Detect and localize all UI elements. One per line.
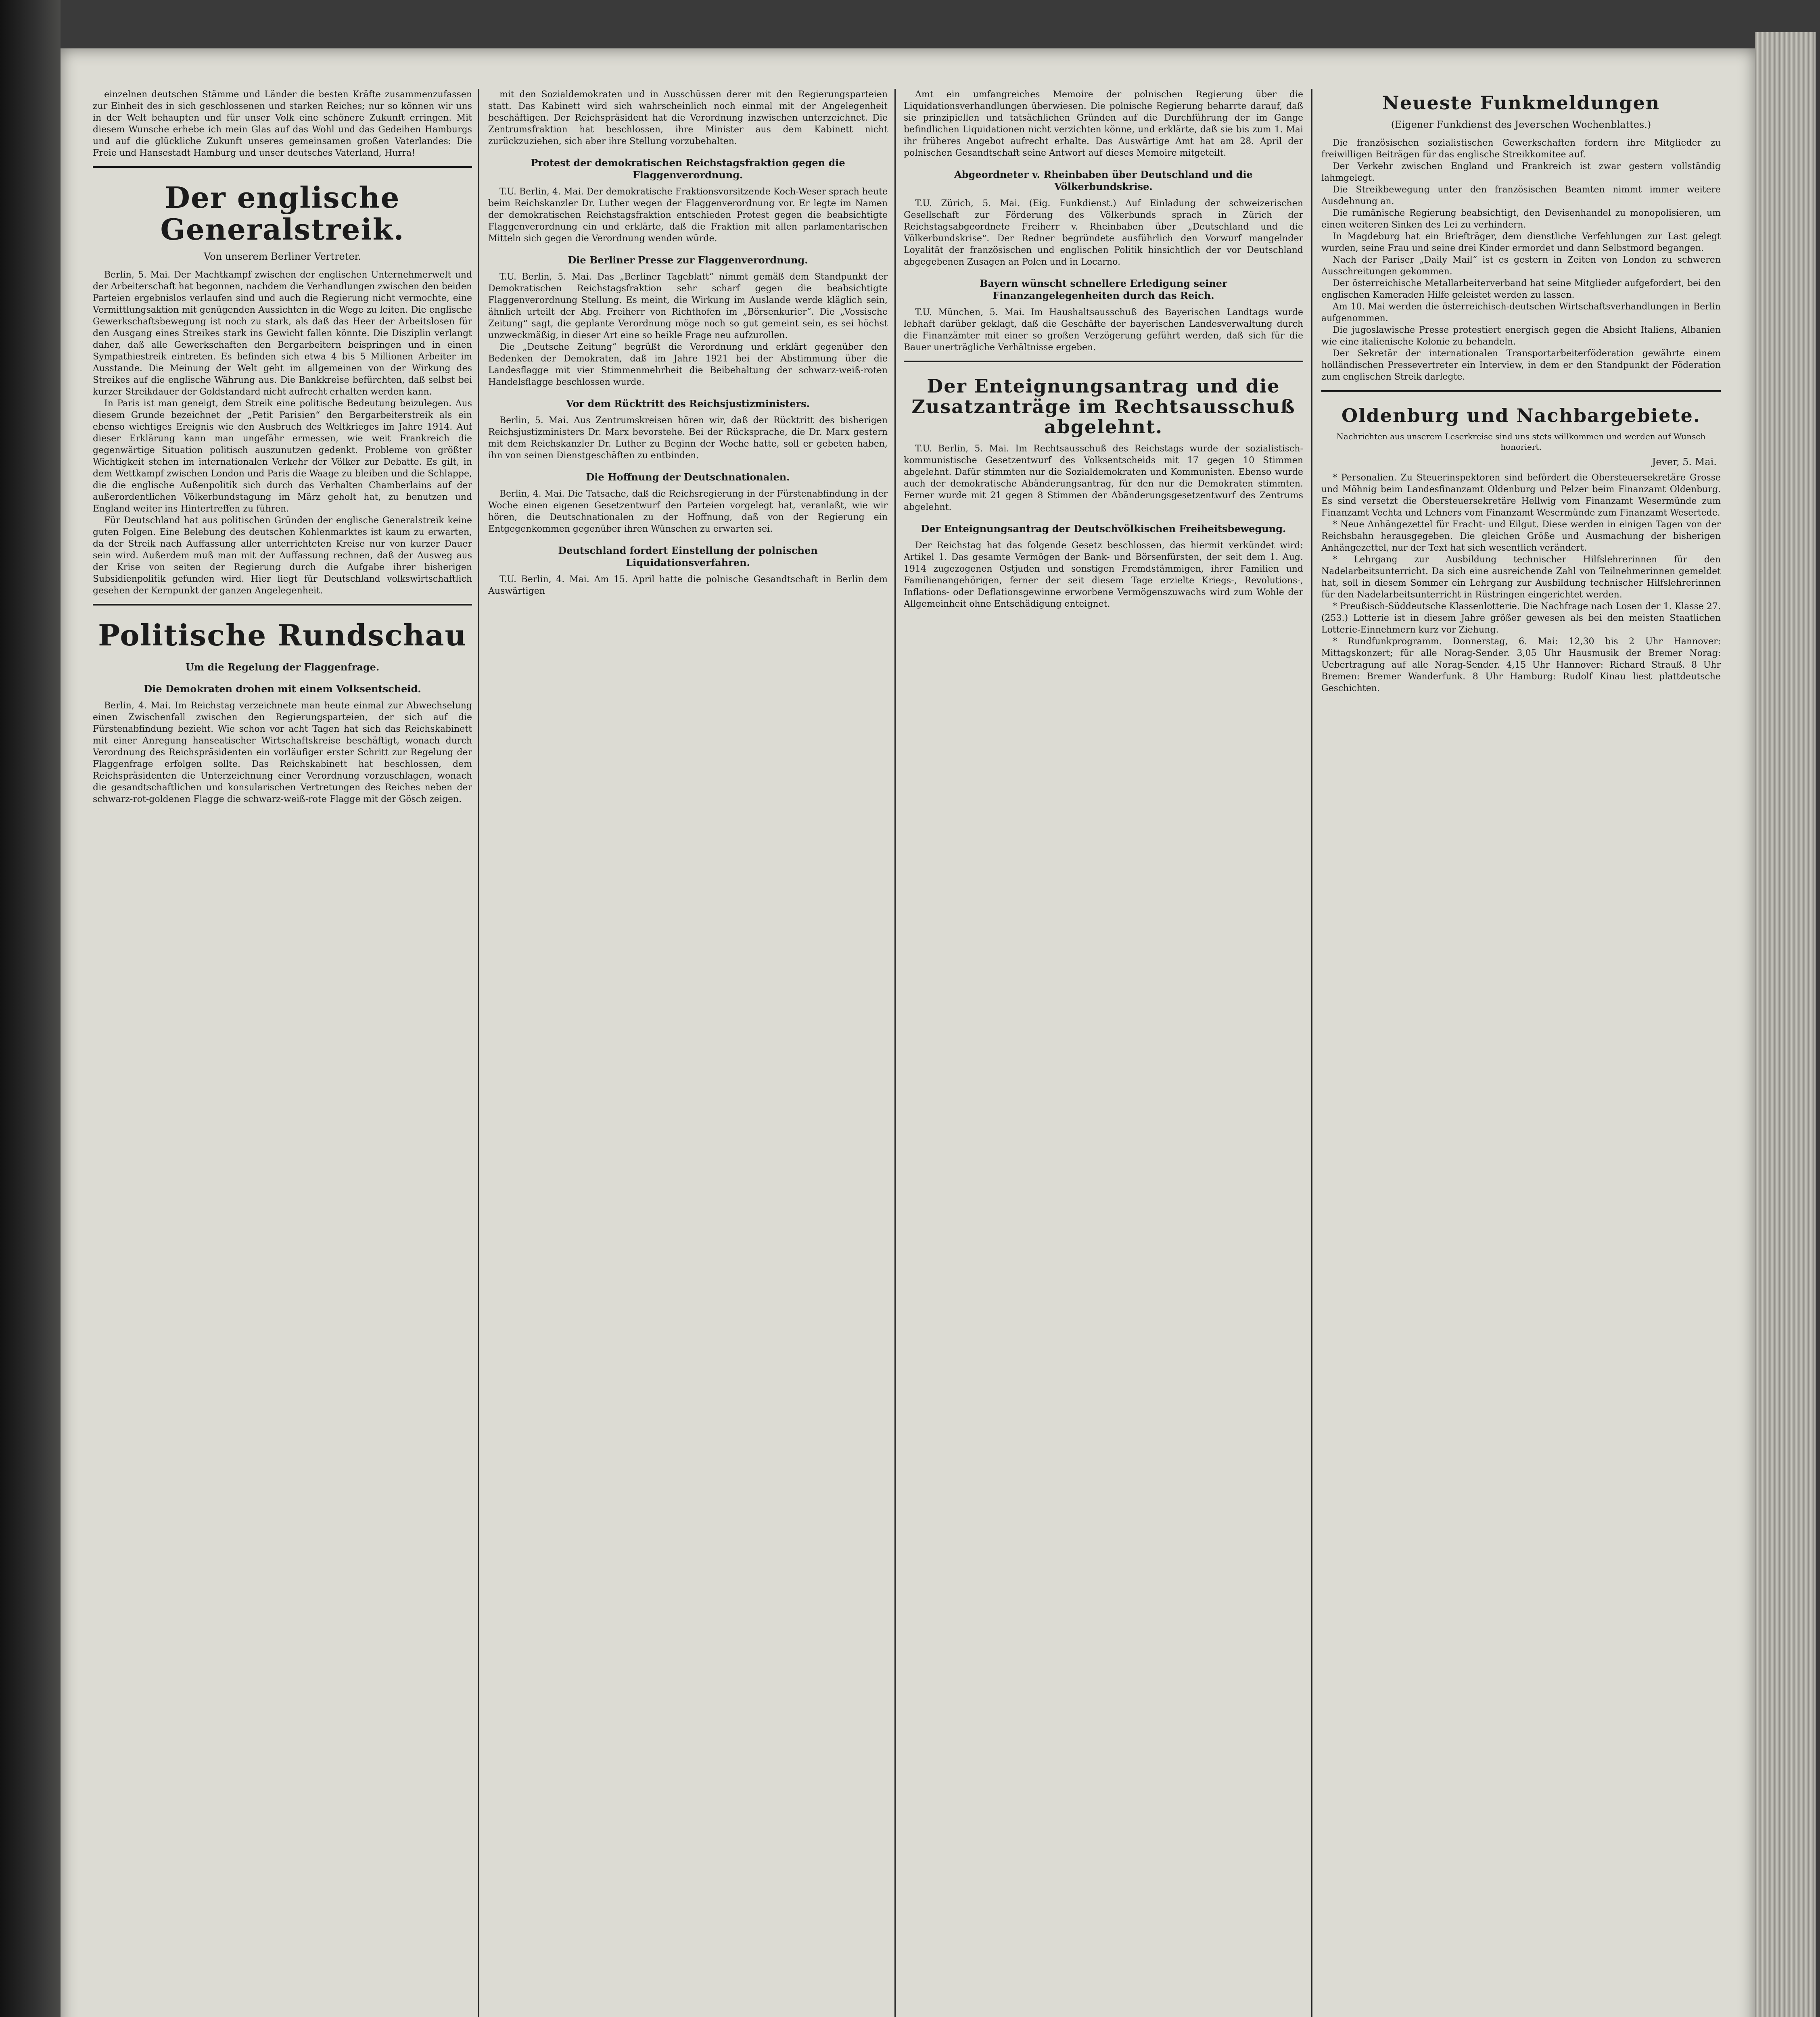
news-item: Die jugoslawische Presse protestiert energisch gegen die Absicht Italiens, Albanien wie eine italienische Kolonie zu behandeln.: [1321, 325, 1721, 347]
book-binding: [0, 0, 61, 2017]
article-text: T.U. Berlin, 4. Mai. Der demokratische Fraktionsvorsitzende Koch-Weser sprach heute beim Reichskanzler Dr. Luther wegen der Flaggenverordnung vor. Er legte im Namen der demokratischen Reichstagsfraktion entschieden Protest gegen die beabsichtigte Flaggenverordnung ein und erklärte, daß die Fraktion mit allen parlamentarischen Mitteln sich gegen die Verordnung wenden würde.: [488, 187, 888, 244]
article-text: T.U. Berlin, 5. Mai. Im Rechtsausschuß des Reichstags wurde der sozialistisch-kommunistische Gesetzentwurf des Volksentscheids mit 17 gegen 10 Stimmen abgelehnt. Dafür stimmten nur die Sozialdemokraten und Kommunisten. Ebenso wurde auch der demokratische Abänderungsantrag, für den nur die Demokraten stimmten. Ferner wurde mit 21 gegen 8 Stimmen der Abänderungsgesetzentwurf des Zentrums abgelehnt.: [904, 443, 1303, 512]
article-text: T.U. Berlin, 5. Mai. Das „Berliner Tageblatt“ nimmt gemäß dem Standpunkt der Demokratischen Reichstagsfraktion sehr scharf gegen die beabsichtigte Flaggenverordnung Stellung. Es meint, die Wirkung im Auslande werde kläglich sein, ähnlich urteilt der Abg. Freiherr von Richthofen im „Börsenkurier“. Die „Vossische Zeitung“ sagt, die geplante Verordnung möge noch so gut gemeint sein, es sei höchst unzweckmäßig, in dieser Art eine so heikle Frage neu aufzurollen.: [488, 272, 888, 340]
news-item: Nach der Pariser „Daily Mail“ ist es gestern in Zeiten von London zu schweren Ausschreitungen gekommen.: [1321, 255, 1721, 277]
article-text: In Paris ist man geneigt, dem Streik eine politische Bedeutung beizulegen. Aus diesem Grunde bezeichnet der „Petit Parisien“ den Bergarbeiterstreik als ein ebenso wichtiges Ereignis wie den Ausbruch des Weltkrieges im Jahre 1914. Auf dieser Erklärung kann man ungefähr ermessen, wie weit Frankreich die gegenwärtige Situation politisch auszunutzen gedenkt. Probleme von größter Wichtigkeit stehen im internationalen Verkehr der Völker zur Debatte. Es gilt, in dem Wettkampf zwischen London und Paris die Waage zu bleiben und die Schlappe, die die englische Außenpolitik sich durch das Verhalten Chamberlains auf der außerordentlichen Völkerbundstagung im März geholt hat, zu benutzen und England weiter ins Hintertreffen zu führen.: [93, 399, 472, 514]
news-item: Am 10. Mai werden die österreichisch-deutschen Wirtschaftsverhandlungen in Berlin aufgenommen.: [1321, 301, 1721, 324]
column-3: [904, 89, 1303, 2017]
headline: Politische Rundschau: [98, 618, 467, 653]
subheadline: Die Hoffnung der Deutschnationalen.: [586, 471, 790, 483]
subheadline: Vor dem Rücktritt des Reichsjustizministers.: [566, 398, 810, 409]
article-text: Berlin, 5. Mai. Der Machtkampf zwischen der englischen Unternehmerwelt und der Arbeiterschaft hat begonnen, nachdem die Verhandlungen zwischen den beiden Parteien ergebnislos verlaufen sind und auch die Regierung nicht vermochte, eine Vermittlungsaktion mit genügenden Aussichten in die Wege zu leiten. Die englische Gewerkschaftsbewegung ist noch zu stark, als daß das Heer der Arbeitslosen für den Ausgang eines Streikes stark ins Gewicht fallen könnte. Die Disziplin verlangt daher, daß alle Gewerkschaften den Bergarbeitern beispringen und in einen Sympathiestreik eintreten. Es befinden sich etwa 4 bis 5 Millionen Arbeiter im Ausstande. Die Meinung der Welt geht im allgemeinen von der Wirkung des Streikes auf die englische Währung aus. Die Bankkreise befürchten, daß selbst bei kurzer Streikdauer der Goldstandard nicht aufrecht erhalten werden kann.: [93, 270, 472, 397]
headline: Oldenburg und Nachbargebiete.: [1341, 404, 1701, 426]
column-2: [488, 89, 888, 2017]
section-rule: [1321, 390, 1721, 392]
subheadline: Abgeordneter v. Rheinbaben über Deutschland und die Völkerbundskrise.: [954, 169, 1253, 192]
news-item: Der österreichische Metallarbeiterverband hat seine Mitglieder aufgefordert, bei den englischen Kameraden Hilfe geleistet werden zu lassen.: [1321, 278, 1721, 300]
article-text: * Lehrgang zur Ausbildung technischer Hilfslehrerinnen für den Nadelarbeitsunterricht. Da sich eine ausreichende Zahl von Teilnehmerinnen gemeldet hat, soll in diesem Sommer ein Lehrgang zur Ausbildung technischer Hilfslehrerinnen für den Nadelarbeitsunterricht in Rüstringen eingerichtet werden.: [1321, 555, 1721, 600]
news-item: Die rumänische Regierung beabsichtigt, den Devisenhandel zu monopolisieren, um einen weiteren Sinken des Lei zu verhindern.: [1321, 208, 1721, 230]
subheadline: Protest der demokratischen Reichstagsfraktion gegen die Flaggenverordnung.: [531, 157, 845, 181]
news-item: Die Streikbewegung unter den französischen Beamten nimmt immer weitere Ausdehnung an.: [1321, 184, 1721, 207]
article-text: Für Deutschland hat aus politischen Gründen der englische Generalstreik keine guten Folgen. Eine Belebung des deutschen Kohlenmarktes ist kaum zu erwarten, da der Streik nach Auffassung aller unterrichteten Kreise nur von kurzer Dauer sein wird. Außerdem muß man mit der Auffassung rechnen, daß der Ausweg aus der Krise von seiten der Regierung durch die Aufgabe ihrer bisherigen Subsidienpolitik gefunden wird. Hier liegt für Deutschland volkswirtschaftlich gesehen der Kernpunkt der ganzen Angelegenheit.: [93, 516, 472, 596]
news-item: Der Verkehr zwischen England und Frankreich ist zwar gestern vollständig lahmgelegt.: [1321, 161, 1721, 183]
column-4: [1321, 89, 1721, 2017]
subheadline: Die Demokraten drohen mit einem Volksentscheid.: [144, 683, 421, 695]
headline: Der Enteignungsantrag und die Zusatzanträge im Rechtsausschuß abgelehnt.: [911, 375, 1296, 438]
subheadline: Um die Regelung der Flaggenfrage.: [185, 661, 380, 673]
news-item: Der Sekretär der internationalen Transportarbeiterföderation gewährte einem holländischen Pressevertreter ein Interview, in dem er den Standpunkt der Föderation zum englischen Streik darlegte.: [1321, 348, 1721, 382]
editorial-note: Nachrichten aus unserem Leserkreise sind uns stets willkommen und werden auf Wunsch honoriert.: [1336, 432, 1706, 452]
subheadline: Deutschland fordert Einstellung der polnischen Liquidationsverfahren.: [558, 545, 818, 568]
column-rule: [478, 89, 479, 2017]
subheadline: Bayern wünscht schnellere Erledigung seiner Finanzangelegenheiten durch das Reich.: [980, 278, 1227, 301]
article-text: T.U. München, 5. Mai. Im Haushaltsausschuß des Bayerischen Landtags wurde lebhaft darüber geklagt, daß die Geschäfte der bayerischen Landesverwaltung durch die Finanzämter mit einer so großen Verzögerung geführt werden, daß sich für die Bauer unerträgliche Verhältnisse ergeben.: [904, 307, 1303, 353]
newspaper-page: [61, 48, 1755, 2017]
column-rule: [1311, 89, 1312, 2017]
article-text: mit den Sozialdemokraten und in Ausschüssen derer mit den Regierungsparteien statt. Das Kabinett wird sich wahrscheinlich noch einmal mit der Angelegenheit beschäftigen. Der Reichspräsident hat die Verordnung inzwischen unterzeichnet. Die Zentrumsfraktion hat beschlossen, ihre Minister aus dem Kabinett nicht zurückzuziehen, sich aber ihre Stellung vorzubehalten.: [488, 90, 888, 146]
article-text: Berlin, 4. Mai. Die Tatsache, daß die Reichsregierung in der Fürstenabfindung in der Woche einen eigenen Gesetzentwurf den Parteien vorgelegt hat, veranlaßt, wie wir hören, die Deutschnationalen zu der Hoffnung, daß von der Regierung ein Entgegenkommen gegenüber ihren Wünschen zu erwarten sei.: [488, 489, 888, 534]
section-rule: [93, 604, 472, 606]
dateline: Jever, 5. Mai.: [1652, 456, 1717, 468]
headline: Neueste Funkmeldungen: [1382, 92, 1660, 114]
column-1: [93, 89, 472, 2017]
article-text: T.U. Zürich, 5. Mai. (Eig. Funkdienst.) Auf Einladung der schweizerischen Gesellschaft zur Förderung des Völkerbunds sprach in Zürich der Reichstagsabgeordnete Freiherr v. Rheinbaben über „Deutschland und die Völkerbundskrise“. Der Redner begründete ausführlich den Vorwurf mangelnder Loyalität der französischen und englischen Politik hinsichtlich der vor Deutschland abgegebenen Zusagen an Polen und in Locarno.: [904, 198, 1303, 267]
article-text: Berlin, 4. Mai. Im Reichstag verzeichnete man heute einmal zur Abwechselung einen Zwischenfall zwischen den Regierungsparteien, der sich auf die Fürstenabfindung bezieht. Wie schon vor acht Tagen hat sich das Reichskabinett mit einer Anregung hanseatischer Wirtschaftskreise beschäftigt, wonach durch Verordnung des Reichspräsidenten ein vorläufiger erster Schritt zur Regelung der Flaggenfrage erfolgen sollte. Das Reichskabinett hat beschlossen, dem Reichspräsidenten die Unterzeichnung einer Verordnung vorzuschlagen, wonach die gesandtschaftlichen und konsularischen Vertretungen des Reiches neben der schwarz-rot-goldenen Flagge die schwarz-weiß-rote Flagge mit der Gösch zeigen.: [93, 700, 472, 804]
article-text: Der Reichstag hat das folgende Gesetz beschlossen, das hiermit verkündet wird: Artikel 1. Das gesamte Vermögen der Bank- und Börsenfürsten, der seit dem 1. Aug. 1914 zugezogenen Ostjuden und sonstigen Fremdstämmigen, ihrer Familien und Familienangehörigen, ferner der seit diesem Tage erzielte Kriegs-, Revolutions-, Inflations- oder Deflationsgewinne erworbene Vermögenszuwachs wird zum Wohle der Allgemeinheit ohne Entschädigung enteignet.: [904, 540, 1303, 609]
article-text: Amt ein umfangreiches Memoire der polnischen Regierung über die Liquidationsverhandlungen überwiesen. Die polnische Regierung beharrte darauf, daß sie prinzipiellen und tatsächlichen Gründen auf die Durchführung der im Gange befindlichen Liquidationen nicht verzichten könne, und erklärte, daß sie bis zum 1. Mai ihr früheres Angebot aufrecht erhalte. Das Auswärtige Amt hat am 28. April der polnischen Gesandtschaft seine Antwort auf dieses Memoire mitgeteilt.: [904, 90, 1303, 158]
subheadline: Der Enteignungsantrag der Deutschvölkischen Freiheitsbewegung.: [921, 522, 1286, 535]
article-text: * Neue Anhängezettel für Fracht- und Eilgut. Diese werden in einigen Tagen von der Reichsbahn herausgegeben. Die gleichen Größe und Ausmachung der bisherigen Anhängezettel, nur der Text hat sich wesentlich verändert.: [1321, 520, 1721, 553]
section-rule: [93, 166, 472, 168]
column-rule: [894, 89, 896, 2017]
article-text: Die „Deutsche Zeitung“ begrüßt die Verordnung und erklärt gegenüber den Bedenken der Demokraten, daß im Jahre 1921 bei der Abstimmung über die Landesflagge mit vier Stimmenmehrheit die Beibehaltung der schwarz-weiß-roten Handelsflagge beschlossen wurde.: [488, 342, 888, 387]
page-stack-edge: [1755, 32, 1816, 2017]
subheadline: Die Berliner Presse zur Flaggenverordnung.: [568, 254, 808, 266]
article-text: Berlin, 5. Mai. Aus Zentrumskreisen hören wir, daß der Rücktritt des bisherigen Reichsjustizministers Dr. Marx bevorstehe. Bei der Rücksprache, die Dr. Marx gestern mit dem Reichskanzler Dr. Luther zu Beginn der Woche hatte, soll er gebeten haben, ihn von seinen Dienstgeschäften zu entbinden.: [488, 416, 888, 461]
byline: Von unserem Berliner Vertreter.: [203, 251, 361, 263]
section-rule: [904, 361, 1303, 362]
article-text: T.U. Berlin, 4. Mai. Am 15. April hatte die polnische Gesandtschaft in Berlin dem Auswärtigen: [488, 574, 888, 596]
article-text: * Preußisch-Süddeutsche Klassenlotterie. Die Nachfrage nach Losen der 1. Klasse 27. (253.) Lotterie ist in diesem Jahre größer gewesen als bei den meisten Staatlichen Lotterie-Einnehmern kurz vor Ziehung.: [1321, 601, 1721, 635]
article-text: einzelnen deutschen Stämme und Länder die besten Kräfte zusammenzufassen zur Einheit des in sich geschlossenen und starken Reiches; nur so können wir uns in der Welt behaupten und für unser Volk eine schönere Zukunft erringen. Mit diesem Wunsche erhebe ich mein Glas auf das Wohl und das Gedeihen Hamburgs und auf die glückliche Zukunft unseres gemeinsamen großen Vaterlandes: Die Freie und Hansestadt Hamburg und unser deutsches Vaterland, Hurra!: [93, 90, 472, 158]
news-item: In Magdeburg hat ein Briefträger, dem dienstliche Verfehlungen zur Last gelegt wurden, seine Frau und seine drei Kinder ermordet und dann Selbstmord begangen.: [1321, 231, 1721, 253]
article-text: * Rundfunkprogramm. Donnerstag, 6. Mai: 12,30 bis 2 Uhr Hannover: Mittagskonzert; für alle Norag-Sender. 3,05 Uhr Hausmusik der Bremer Norag: Uebertragung auf alle Norag-Sender. 4,15 Uhr Hannover: Richard Strauß. 8 Uhr Bremen: Bremer Wanderfunk. 8 Uhr Hamburg: Rudolf Kinau liest plattdeutsche Geschichten.: [1321, 637, 1721, 694]
byline: (Eigener Funkdienst des Jeverschen Wochenblattes.): [1391, 119, 1651, 130]
headline: Der englische Generalstreik.: [160, 180, 405, 247]
article-text: * Personalien. Zu Steuerinspektoren sind befördert die Obersteuersekretäre Grosse und Möhnig beim Landesfinanzamt Oldenburg und Pelzer beim Finanzamt Oldenburg. Es sind versetzt die Obersteuersekretäre Hellwig vom Finanzamt Wesermünde zum Finanzamt Vechta und Lehners vom Finanzamt Wesermünde zum Finanzamt Wesertede.: [1321, 473, 1721, 518]
news-item: Die französischen sozialistischen Gewerkschaften fordern ihre Mitglieder zu freiwilligen Beiträgen für das englische Streikkomitee auf.: [1321, 138, 1721, 160]
